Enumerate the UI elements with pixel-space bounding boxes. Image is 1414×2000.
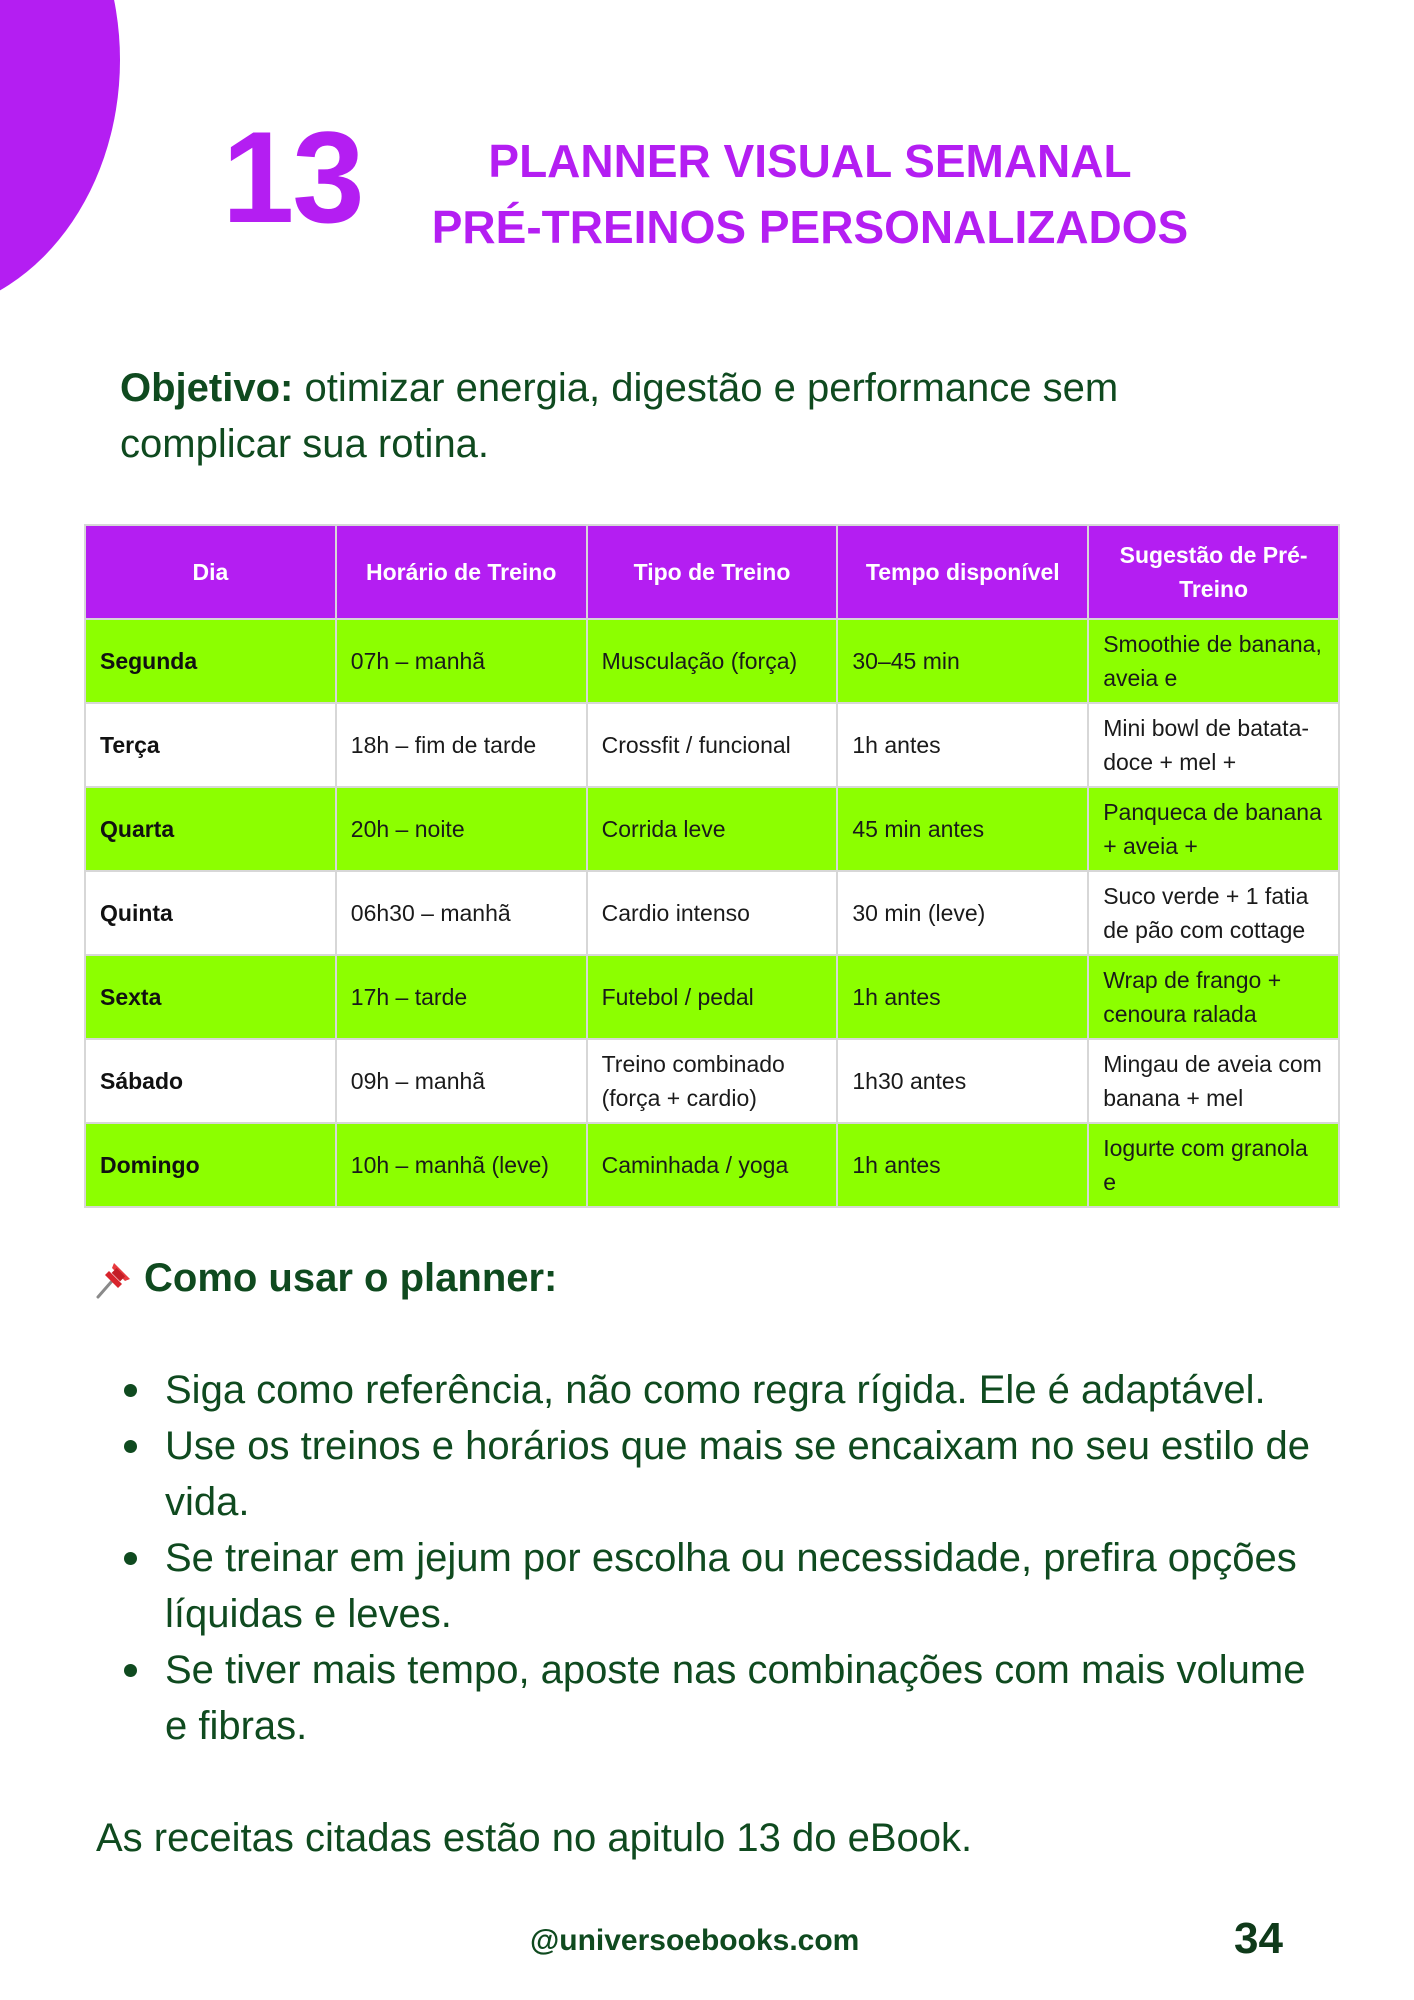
cell-duration: 30 min (leve) — [837, 871, 1088, 955]
cell-type: Futebol / pedal — [587, 955, 838, 1039]
cell-suggestion: Panqueca de banana + aveia + — [1088, 787, 1339, 871]
cell-time: 07h – manhã — [336, 619, 587, 703]
table-row — [85, 871, 1339, 955]
cell-duration: 1h antes — [837, 1123, 1088, 1207]
list-item — [120, 1362, 1330, 1418]
header-sugestao: Sugestão de Pré-Treino — [1088, 525, 1339, 619]
title-line-2: PRÉ-TREINOS PERSONALIZADOS — [431, 201, 1189, 253]
cell-time: 06h30 – manhã — [336, 871, 587, 955]
page-number: 34 — [1234, 1914, 1283, 1963]
list-item — [120, 1530, 1330, 1642]
cell-duration: 45 min antes — [837, 787, 1088, 871]
list-item-text: Se treinar em jejum por escolha ou necessidade, prefira opções líquidas e leves. — [165, 1536, 1297, 1636]
cell-duration: 1h antes — [837, 955, 1088, 1039]
cell-suggestion: Iogurte com granola e — [1088, 1123, 1339, 1207]
decorative-corner-circle — [0, 0, 120, 315]
cell-duration: 1h antes — [837, 703, 1088, 787]
cell-day: Quinta — [85, 871, 336, 955]
bullet-icon — [124, 1664, 137, 1677]
objective-paragraph — [120, 360, 1300, 472]
cell-suggestion: Wrap de frango + cenoura ralada — [1088, 955, 1339, 1039]
cell-time: 18h – fim de tarde — [336, 703, 587, 787]
objective-label: Objetivo: — [120, 366, 294, 410]
how-to-heading — [92, 1256, 557, 1301]
header-dia: Dia — [85, 525, 336, 619]
cell-type: Caminhada / yoga — [587, 1123, 838, 1207]
cell-type: Cardio intenso — [587, 871, 838, 955]
list-item — [120, 1418, 1330, 1530]
header-tempo: Tempo disponível — [837, 525, 1088, 619]
table-row — [85, 619, 1339, 703]
cell-duration: 30–45 min — [837, 619, 1088, 703]
cell-day: Domingo — [85, 1123, 336, 1207]
cell-suggestion: Mini bowl de batata-doce + mel + — [1088, 703, 1339, 787]
list-item-text: Use os treinos e horários que mais se encaixam no seu estilo de vida. — [165, 1424, 1311, 1524]
cell-type: Corrida leve — [587, 787, 838, 871]
bullet-icon — [124, 1440, 137, 1453]
bullet-icon — [124, 1552, 137, 1565]
cell-day: Sábado — [85, 1039, 336, 1123]
bullet-icon — [124, 1384, 137, 1397]
table-row — [85, 787, 1339, 871]
cell-day: Sexta — [85, 955, 336, 1039]
how-to-title: Como usar o planner: — [144, 1256, 558, 1300]
table-row — [85, 955, 1339, 1039]
title-line-1: PLANNER VISUAL SEMANAL — [488, 135, 1132, 187]
pushpin-icon — [92, 1257, 136, 1301]
cell-day: Terça — [85, 703, 336, 787]
header-tipo: Tipo de Treino — [587, 525, 838, 619]
table-row — [85, 1039, 1339, 1123]
cell-duration: 1h30 antes — [837, 1039, 1088, 1123]
cell-time: 20h – noite — [336, 787, 587, 871]
header-horario: Horário de Treino — [336, 525, 587, 619]
recipes-footnote: As receitas citadas estão no apitulo 13 do eBook. — [96, 1816, 973, 1860]
list-item-text: Se tiver mais tempo, aposte nas combinações com mais volume e fibras. — [165, 1648, 1306, 1748]
cell-type: Treino combinado (força + cardio) — [587, 1039, 838, 1123]
cell-type: Crossfit / funcional — [587, 703, 838, 787]
how-to-list — [120, 1362, 1330, 1754]
cell-suggestion: Suco verde + 1 fatia de pão com cottage — [1088, 871, 1339, 955]
table-header-row — [85, 525, 1339, 619]
list-item-text: Siga como referência, não como regra rígida. Ele é adaptável. — [165, 1368, 1266, 1412]
objective-text: otimizar energia, digestão e performance sem complicar sua rotina. — [120, 366, 1119, 466]
cell-type: Musculação (força) — [587, 619, 838, 703]
weekly-planner-table — [84, 524, 1340, 1208]
website-link[interactable]: @universoebooks.com — [530, 1924, 860, 1957]
cell-day: Segunda — [85, 619, 336, 703]
cell-time: 10h – manhã (leve) — [336, 1123, 587, 1207]
cell-day: Quarta — [85, 787, 336, 871]
cell-time: 09h – manhã — [336, 1039, 587, 1123]
cell-suggestion: Mingau de aveia com banana + mel — [1088, 1039, 1339, 1123]
cell-suggestion: Smoothie de banana, aveia e — [1088, 619, 1339, 703]
list-item — [120, 1642, 1330, 1754]
cell-time: 17h – tarde — [336, 955, 587, 1039]
chapter-number: 13 — [222, 104, 363, 250]
page-title — [380, 128, 1240, 260]
table-row — [85, 1123, 1339, 1207]
table-row — [85, 703, 1339, 787]
